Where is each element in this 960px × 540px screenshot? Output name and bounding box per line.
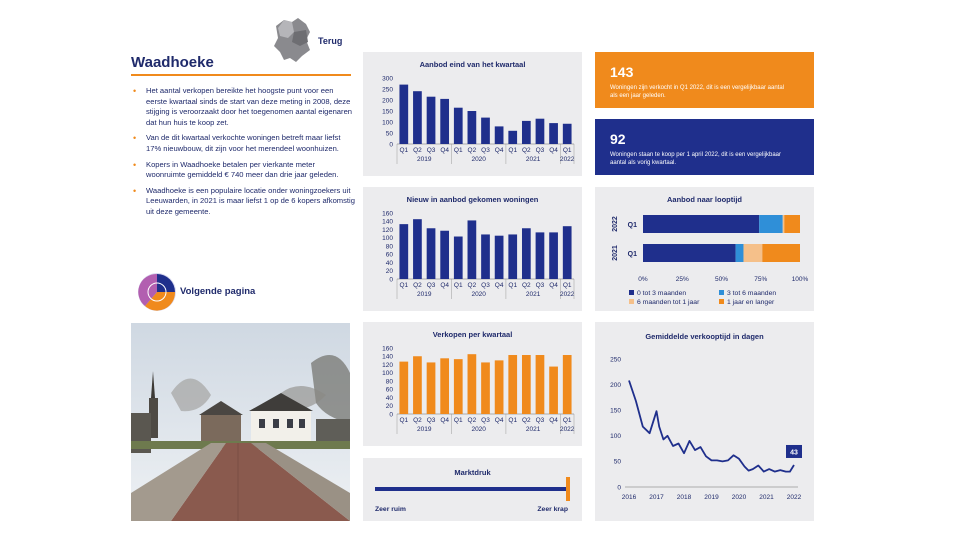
y-tick-label: 100 xyxy=(610,433,621,441)
legend-label: 0 tot 3 maanden xyxy=(637,290,687,297)
x-tick-label: Q1 xyxy=(508,147,518,154)
y-tick-label: 140 xyxy=(382,353,393,361)
x-tick-label: Q3 xyxy=(535,282,545,289)
y-tick-label: 50 xyxy=(385,130,393,138)
x-tick-label: Q2 xyxy=(413,282,422,289)
y-tick-label: 0 xyxy=(617,484,621,492)
y-tick-label: 100 xyxy=(382,119,393,127)
kpi-text: Woningen zijn verkocht in Q1 2022, dit is een vergelijkbaar aantal als een jaar geleden. xyxy=(610,85,784,99)
year-label: 2019 xyxy=(416,156,432,163)
row-year-label: 2021 xyxy=(612,245,619,261)
x-tick-label: 75% xyxy=(754,276,768,283)
x-tick-label: Q4 xyxy=(494,282,504,289)
y-tick-label: 120 xyxy=(382,361,393,369)
x-tick-label: 2016 xyxy=(621,494,637,501)
x-tick-label: 2021 xyxy=(759,494,774,501)
chart-title: Nieuw in aanbod gekomen woningen xyxy=(406,195,539,204)
bar xyxy=(468,220,477,279)
gauge-title: Marktdruk xyxy=(454,468,491,477)
bar xyxy=(413,91,422,144)
bar xyxy=(563,124,572,144)
stacked-segment xyxy=(762,244,800,262)
bar xyxy=(549,123,558,144)
bar xyxy=(427,97,436,144)
looptijd-stacked-chart xyxy=(595,187,814,311)
y-tick-label: 20 xyxy=(385,268,393,276)
panel-nieuw xyxy=(363,187,582,311)
x-tick-label: Q4 xyxy=(440,282,449,289)
x-tick-label: Q1 xyxy=(508,282,518,289)
y-tick-label: 40 xyxy=(385,394,393,402)
title-underline xyxy=(131,74,351,76)
bar xyxy=(481,234,490,279)
legend-label: 3 tot 6 maanden xyxy=(727,290,777,297)
marktdruk-gauge xyxy=(363,458,582,521)
nieuw-bar-chart xyxy=(363,187,582,311)
y-tick-label: 120 xyxy=(382,226,393,234)
legend-swatch xyxy=(629,299,634,304)
next-page-pie-icon[interactable] xyxy=(137,272,177,312)
stacked-segment xyxy=(643,244,736,262)
gauge-track xyxy=(375,487,568,491)
legend-swatch xyxy=(719,299,724,304)
x-tick-label: Q3 xyxy=(535,417,545,424)
year-label: 2020 xyxy=(471,291,486,298)
x-tick-label: Q3 xyxy=(481,147,490,154)
gauge-right-label: Zeer krap xyxy=(537,506,568,513)
bar xyxy=(522,121,531,144)
year-label: 2022 xyxy=(559,291,575,298)
x-tick-label: 2022 xyxy=(786,494,802,501)
aanbod-bar-chart xyxy=(363,52,582,176)
back-button[interactable]: Terug xyxy=(318,36,343,46)
bar xyxy=(413,356,422,414)
x-tick-label: Q1 xyxy=(453,417,463,424)
gauge-left-label: Zeer ruim xyxy=(375,506,406,513)
stacked-segment xyxy=(783,215,785,233)
kpi-text: Woningen staan te koop per 1 april 2022, dit is een vergelijkbaar aantal als vorig kwartaal. xyxy=(610,152,781,166)
legend-label: 1 jaar en langer xyxy=(727,299,775,306)
bar xyxy=(481,118,490,144)
bar xyxy=(495,126,504,144)
y-tick-label: 80 xyxy=(385,378,393,386)
x-tick-label: Q4 xyxy=(494,417,504,424)
x-tick-label: 50% xyxy=(714,276,729,283)
y-tick-label: 60 xyxy=(385,251,393,259)
bar xyxy=(454,108,463,144)
bar xyxy=(440,231,449,279)
next-page-button[interactable]: Volgende pagina xyxy=(180,286,256,297)
panel-looptijd xyxy=(595,187,814,311)
bar xyxy=(563,355,572,414)
bar xyxy=(413,219,422,279)
y-tick-label: 100 xyxy=(382,370,393,378)
year-label: 2021 xyxy=(525,291,541,298)
stacked-segment xyxy=(743,244,762,262)
stacked-segment xyxy=(736,244,744,262)
chart-title: Aanbod eind van het kwartaal xyxy=(419,60,526,69)
bullet-item: • Het aantal verkopen bereikte het hoogste punt voor een eerste kwartaal sinds de start van deze meting in 2008, deze stijging is veroorzaakt door het toegenomen aantal eigenaren dat hun huis te koop zet. xyxy=(131,86,356,128)
y-tick-label: 160 xyxy=(382,345,393,353)
bar xyxy=(495,360,504,414)
y-tick-label: 0 xyxy=(389,276,393,284)
bar xyxy=(549,232,558,279)
x-tick-label: 100% xyxy=(791,276,809,283)
year-label: 2021 xyxy=(525,156,541,163)
year-label: 2020 xyxy=(471,156,486,163)
bullet-item: • Kopers in Waadhoeke betalen per vierkante meter woonruimte gemiddeld € 740 meer dan drie jaar geleden. xyxy=(131,160,356,181)
year-label: 2019 xyxy=(416,291,432,298)
y-tick-label: 150 xyxy=(382,108,393,116)
bar xyxy=(495,236,504,279)
x-tick-label: Q3 xyxy=(535,147,545,154)
page-title: Waadhoeke xyxy=(131,54,214,71)
x-tick-label: 2018 xyxy=(676,494,692,501)
x-tick-label: Q4 xyxy=(549,282,558,289)
bar xyxy=(454,237,463,279)
last-value-label: 43 xyxy=(790,449,798,457)
bullet-item: • Waadhoeke is een populaire locatie onder woningzoekers uit Leeuwarden, in 2021 is maar liefst 1 op de 6 kopers afkomstig uit deze gemeente. xyxy=(131,186,356,218)
bar xyxy=(468,111,477,144)
kpi-te-koop xyxy=(595,119,814,175)
kpi-value: 143 xyxy=(610,64,634,80)
x-tick-label: Q4 xyxy=(549,417,558,424)
bar xyxy=(427,362,436,414)
year-label: 2022 xyxy=(559,156,575,163)
region-map-icon[interactable] xyxy=(270,16,318,66)
x-tick-label: Q3 xyxy=(426,282,436,289)
x-tick-label: Q2 xyxy=(522,282,531,289)
y-tick-label: 250 xyxy=(610,356,621,364)
y-tick-label: 200 xyxy=(610,381,621,389)
x-tick-label: Q4 xyxy=(549,147,558,154)
year-label: 2020 xyxy=(471,426,486,433)
x-tick-label: Q2 xyxy=(413,147,422,154)
bar xyxy=(508,234,517,279)
x-tick-label: Q2 xyxy=(467,417,477,424)
x-tick-label: 2019 xyxy=(704,494,719,501)
bar xyxy=(440,358,449,414)
x-tick-label: Q1 xyxy=(562,417,572,424)
x-tick-label: Q4 xyxy=(440,417,449,424)
legend-swatch xyxy=(719,290,724,295)
gauge-marker xyxy=(566,477,570,501)
x-tick-label: Q2 xyxy=(522,417,531,424)
x-tick-label: Q3 xyxy=(426,417,436,424)
bar xyxy=(522,228,531,279)
summary-bullets xyxy=(131,86,356,223)
bar xyxy=(468,354,477,414)
bar xyxy=(481,362,490,414)
bar xyxy=(399,362,408,414)
x-tick-label: Q1 xyxy=(453,147,463,154)
x-tick-label: Q1 xyxy=(508,417,518,424)
bar xyxy=(563,226,572,279)
x-tick-label: 25% xyxy=(675,276,689,283)
stacked-segment xyxy=(643,215,759,233)
legend-swatch xyxy=(629,290,634,295)
y-tick-label: 140 xyxy=(382,218,393,226)
x-tick-label: Q1 xyxy=(562,147,572,154)
stacked-segment xyxy=(759,215,783,233)
bar xyxy=(536,355,545,414)
bar xyxy=(454,359,463,414)
x-tick-label: Q1 xyxy=(399,417,409,424)
y-tick-label: 50 xyxy=(613,458,621,466)
bar xyxy=(508,355,517,414)
y-tick-label: 80 xyxy=(385,243,393,251)
year-label: 2021 xyxy=(525,426,541,433)
year-label: 2022 xyxy=(559,426,575,433)
bar xyxy=(549,367,558,414)
x-tick-label: 2017 xyxy=(649,494,664,501)
year-label: 2019 xyxy=(416,426,432,433)
bullet-item: • Van de dit kwartaal verkochte woningen betreft maar liefst 17% nieuwbouw, dit zijn voor het merendeel woonhuizen. xyxy=(131,133,356,154)
stacked-segment xyxy=(784,215,800,233)
row-label: Q1 xyxy=(627,222,637,229)
bar xyxy=(508,131,517,144)
y-tick-label: 0 xyxy=(389,141,393,149)
y-tick-label: 200 xyxy=(382,97,393,105)
x-tick-label: Q2 xyxy=(467,147,477,154)
x-tick-label: Q2 xyxy=(522,147,531,154)
x-tick-label: Q3 xyxy=(481,417,490,424)
chart-title: Gemiddelde verkooptijd in dagen xyxy=(645,332,764,341)
x-tick-label: Q1 xyxy=(453,282,463,289)
x-tick-label: Q1 xyxy=(399,147,409,154)
y-tick-label: 40 xyxy=(385,259,393,267)
y-tick-label: 20 xyxy=(385,403,393,411)
y-tick-label: 0 xyxy=(389,411,393,419)
kpi-verkocht xyxy=(595,52,814,108)
bar xyxy=(399,85,408,144)
series-line xyxy=(629,381,794,472)
x-tick-label: Q1 xyxy=(562,282,572,289)
panel-marktdruk xyxy=(363,458,582,521)
panel-verkooptijd xyxy=(595,322,814,521)
bar xyxy=(536,232,545,279)
x-tick-label: Q4 xyxy=(494,147,504,154)
street-photo xyxy=(131,323,350,521)
x-tick-label: Q4 xyxy=(440,147,449,154)
panel-aanbod xyxy=(363,52,582,176)
bar xyxy=(522,355,531,414)
bar xyxy=(427,228,436,279)
y-tick-label: 300 xyxy=(382,75,393,83)
x-tick-label: Q2 xyxy=(467,282,477,289)
y-tick-label: 160 xyxy=(382,210,393,218)
row-label: Q1 xyxy=(627,251,637,258)
y-tick-label: 250 xyxy=(382,86,393,94)
x-tick-label: 2020 xyxy=(731,494,747,501)
bar xyxy=(536,119,545,144)
y-tick-label: 100 xyxy=(382,235,393,243)
chart-title: Verkopen per kwartaal xyxy=(432,330,513,339)
y-tick-label: 60 xyxy=(385,386,393,394)
chart-title: Aanbod naar looptijd xyxy=(667,195,742,204)
x-tick-label: Q1 xyxy=(399,282,409,289)
x-tick-label: Q3 xyxy=(481,282,490,289)
kpi-value: 92 xyxy=(610,131,626,147)
bar xyxy=(440,99,449,144)
verkooptijd-line-chart xyxy=(595,322,814,521)
panel-verkopen xyxy=(363,322,582,446)
y-tick-label: 150 xyxy=(610,407,621,415)
bar xyxy=(399,224,408,279)
x-tick-label: 0% xyxy=(638,276,648,283)
x-tick-label: Q2 xyxy=(413,417,422,424)
legend-label: 6 maanden tot 1 jaar xyxy=(637,299,700,306)
x-tick-label: Q3 xyxy=(426,147,436,154)
verkopen-bar-chart xyxy=(363,322,582,446)
row-year-label: 2022 xyxy=(612,216,619,232)
